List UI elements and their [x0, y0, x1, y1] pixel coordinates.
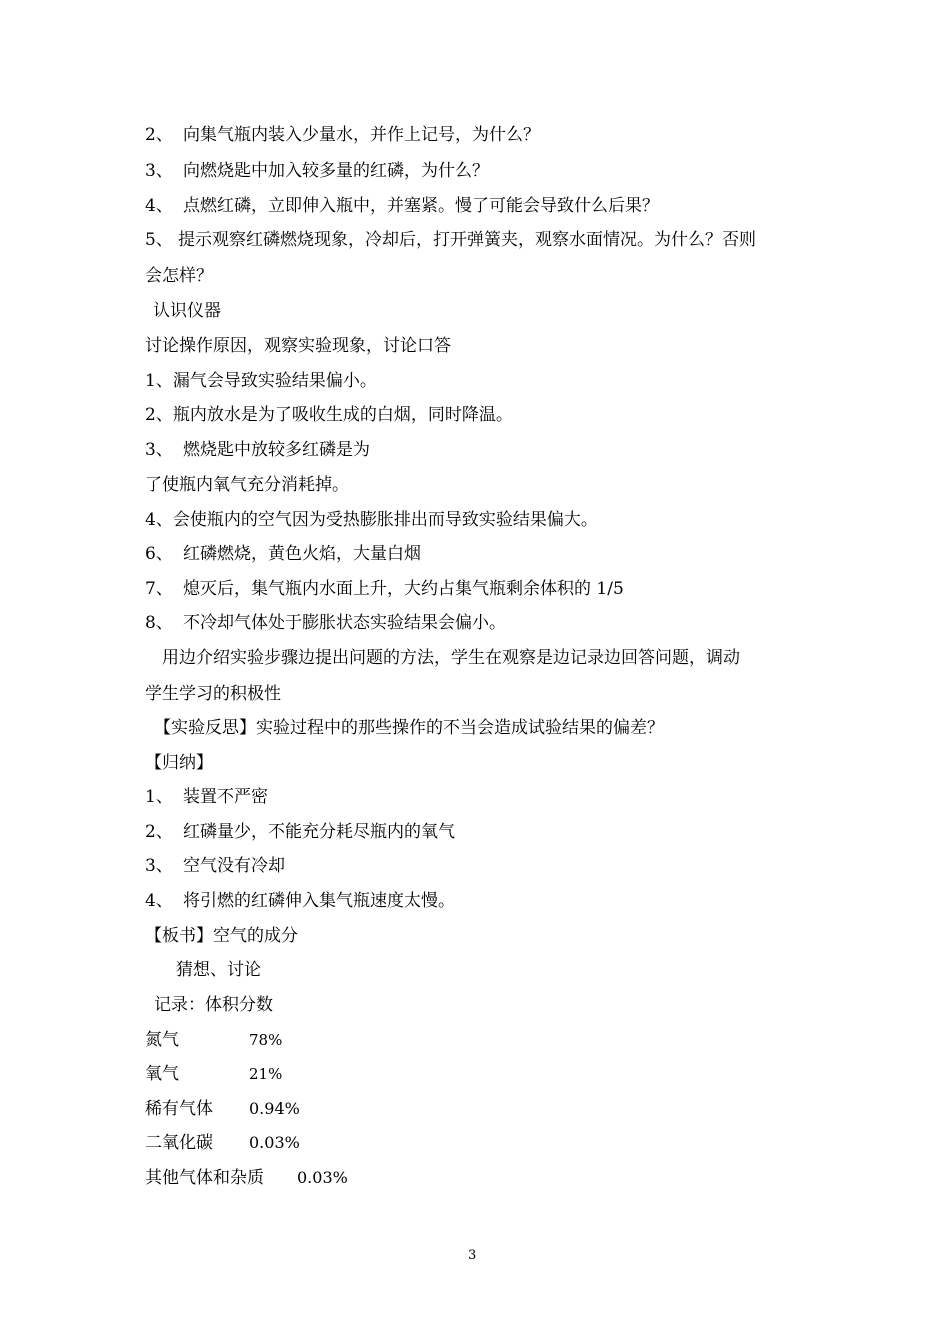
board-record: 记录：体积分数 [154, 995, 273, 1015]
summary-item [145, 855, 285, 877]
composition-name: 氧气 [145, 1064, 179, 1084]
answer-item: 4、会使瓶内的空气因为受热膨胀排出而导致实验结果偏大。 [145, 510, 598, 530]
step-continuation: 会怎样？ [145, 266, 213, 286]
composition-name: 稀有气体 [145, 1099, 213, 1119]
page-number: 3 [468, 1248, 477, 1263]
summary-title: 【归纳】 [145, 753, 213, 773]
step-item [145, 124, 540, 146]
discussion-intro: 讨论操作原因，观察实验现象，讨论口答 [145, 336, 451, 356]
phenomenon-item [145, 612, 506, 634]
summary-item [145, 890, 455, 912]
answer-continuation: 了使瓶内氧气充分消耗掉。 [145, 475, 349, 495]
step-text: 向集气瓶内装入少量水，并作上记号，为什么？ [183, 125, 540, 145]
phenomenon-text: 红磷燃烧，黄色火焰，大量白烟 [183, 544, 421, 564]
composition-value: 78% [249, 1031, 283, 1049]
summary-text: 将引燃的红磷伸入集气瓶速度太慢。 [183, 891, 455, 911]
answer-text: 燃烧匙中放较多红磷是为 [183, 440, 370, 460]
composition-value: 0.03% [297, 1168, 348, 1187]
step-item [145, 195, 659, 217]
step-number: 5、 [145, 230, 173, 250]
recognize-instruments: 认识仪器 [153, 301, 221, 321]
answer-item [145, 439, 370, 461]
step-text: 提示观察红磷燃烧现象，冷却后，打开弹簧夹，观察水面情况。为什么？否则 [178, 230, 756, 250]
phenomenon-number: 8、 [145, 613, 173, 633]
phenomenon-number: 6、 [145, 544, 173, 564]
summary-number: 2、 [145, 822, 173, 842]
composition-name: 其他气体和杂质 [145, 1168, 264, 1188]
summary-number: 1、 [145, 787, 173, 807]
summary-text: 空气没有冷却 [183, 856, 285, 876]
answer-number: 3、 [145, 440, 173, 460]
composition-name: 二氧化碳 [145, 1133, 213, 1153]
step-item [145, 229, 756, 251]
composition-name: 氮气 [145, 1030, 179, 1050]
method-paragraph-line: 学生学习的积极性 [145, 684, 281, 704]
summary-number: 4、 [145, 891, 173, 911]
board-title: 【板书】空气的成分 [145, 926, 298, 946]
step-number: 4、 [145, 196, 173, 216]
composition-value: 21% [249, 1065, 283, 1083]
phenomenon-item [145, 578, 624, 600]
step-number: 3、 [145, 161, 173, 181]
step-number: 2、 [145, 125, 173, 145]
step-text: 向燃烧匙中加入较多量的红磷，为什么？ [183, 161, 489, 181]
phenomenon-text: 熄灭后，集气瓶内水面上升，大约占集气瓶剩余体积的 1/5 [183, 579, 624, 599]
answer-item: 1、漏气会导致实验结果偏小。 [145, 371, 377, 391]
composition-value: 0.94% [249, 1099, 300, 1118]
method-paragraph-line: 用边介绍实验步骤边提出问题的方法，学生在观察是边记录边回答问题，调动 [162, 648, 740, 668]
summary-text: 装置不严密 [183, 787, 268, 807]
summary-item [145, 821, 455, 843]
phenomenon-number: 7、 [145, 579, 173, 599]
board-guess: 猜想、讨论 [176, 960, 261, 980]
experiment-reflection: 【实验反思】实验过程中的那些操作的不当会造成试验结果的偏差？ [154, 718, 664, 738]
summary-item [145, 786, 268, 808]
step-item [145, 160, 489, 182]
phenomenon-item [145, 543, 421, 565]
summary-text: 红磷量少，不能充分耗尽瓶内的氧气 [183, 822, 455, 842]
step-text: 点燃红磷，立即伸入瓶中，并塞紧。慢了可能会导致什么后果？ [183, 196, 659, 216]
answer-item: 2、瓶内放水是为了吸收生成的白烟，同时降温。 [145, 405, 513, 425]
summary-number: 3、 [145, 856, 173, 876]
phenomenon-text: 不冷却气体处于膨胀状态实验结果会偏小。 [183, 613, 506, 633]
composition-value: 0.03% [249, 1133, 300, 1152]
